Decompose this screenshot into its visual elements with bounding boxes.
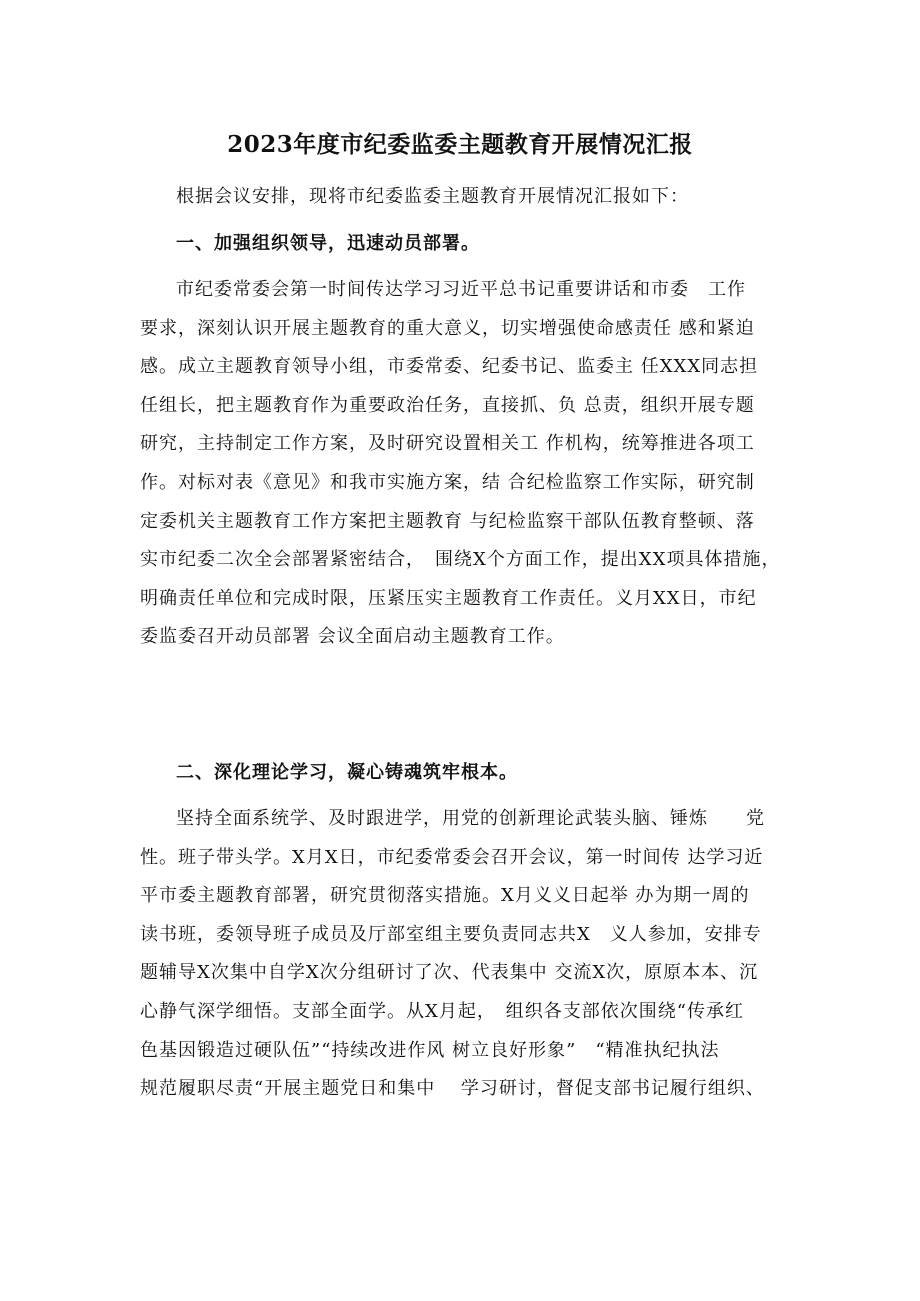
section1-paragraph (140, 271, 788, 657)
section2-line: 题辅导X次集中自学X次分组研讨了次、代表集中 交流X次，原原本本、沉 (140, 962, 759, 984)
section1-line: 定委机关主题教育工作方案把主题教育 与纪检监察干部队伍教育整顿、落 (140, 510, 755, 532)
section2-heading: 二、深化理论学习，凝心铸魂筑牢根本。 (176, 762, 518, 783)
section2-line: 色基因锻造过硬队伍”“持续改进作风 树立良好形象” “精准执纪执法 (140, 1039, 720, 1061)
section1-line: 委监委召开动员部署 会议全面启动主题教育工作。 (140, 626, 565, 648)
intro-paragraph: 根据会议安排，现将市纪委监委主题教育开展情况汇报如下： (176, 186, 689, 207)
section2-line: 读书班，委领导班子成员及厅部室组主要负责同志共X 义人参加，安排专 (140, 923, 762, 945)
section1-line: 实市纪委二次全会部署紧密结合， 围绕X个方面工作，提出XX项具体措施， (140, 549, 781, 571)
section1-line: 研究，主持制定工作方案，及时研究设置相关工 作机构，统筹推进各项工 (140, 433, 755, 455)
section1-line: 市纪委常委会第一时间传达学习习近平总书记重要讲话和市委 工作 (176, 279, 746, 300)
section1-heading: 一、加强组织领导，迅速动员部署。 (176, 233, 480, 254)
section1-line: 要求，深刻认识开展主题教育的重大意义，切实增强使命感责任 感和紧迫 (140, 317, 755, 339)
section1-line: 感。成立主题教育领导小组，市委常委、纪委书记、监委主 任XXX同志担 (140, 356, 759, 378)
section1-line: 作。对标对表《意见》和我市实施方案，结 合纪检监察工作实际，研究制 (140, 471, 755, 493)
section2-line: 性。班子带头学。X月X日，市纪委常委会召开会议，第一时间传 达学习近 (140, 846, 764, 868)
section2-paragraph (140, 800, 788, 1109)
section2-line: 平市委主题教育部署，研究贯彻落实措施。X月义义日起举 办为期一周的 (140, 885, 750, 907)
section2-line: 心静气深学细悟。支部全面学。从X月起， 组织各支部依次围绕“传承红 (140, 1000, 745, 1022)
section2-line: 规范履职尽责“开展主题党日和集中 学习研讨，督促支部书记履行组织、 (140, 1078, 765, 1100)
document-title: 2023年度市纪委监委主题教育开展情况汇报 (227, 131, 693, 158)
section2-line: 坚持全面系统学、及时跟进学，用党的创新理论武装头脑、锤炼 党 (176, 808, 765, 829)
section1-line: 任组长，把主题教育作为重要政治任务，直接抓、负 总责，组织开展专题 (140, 394, 755, 416)
section1-line: 明确责任单位和完成时限，压紧压实主题教育工作责任。义月XX日，市纪 (140, 587, 757, 609)
